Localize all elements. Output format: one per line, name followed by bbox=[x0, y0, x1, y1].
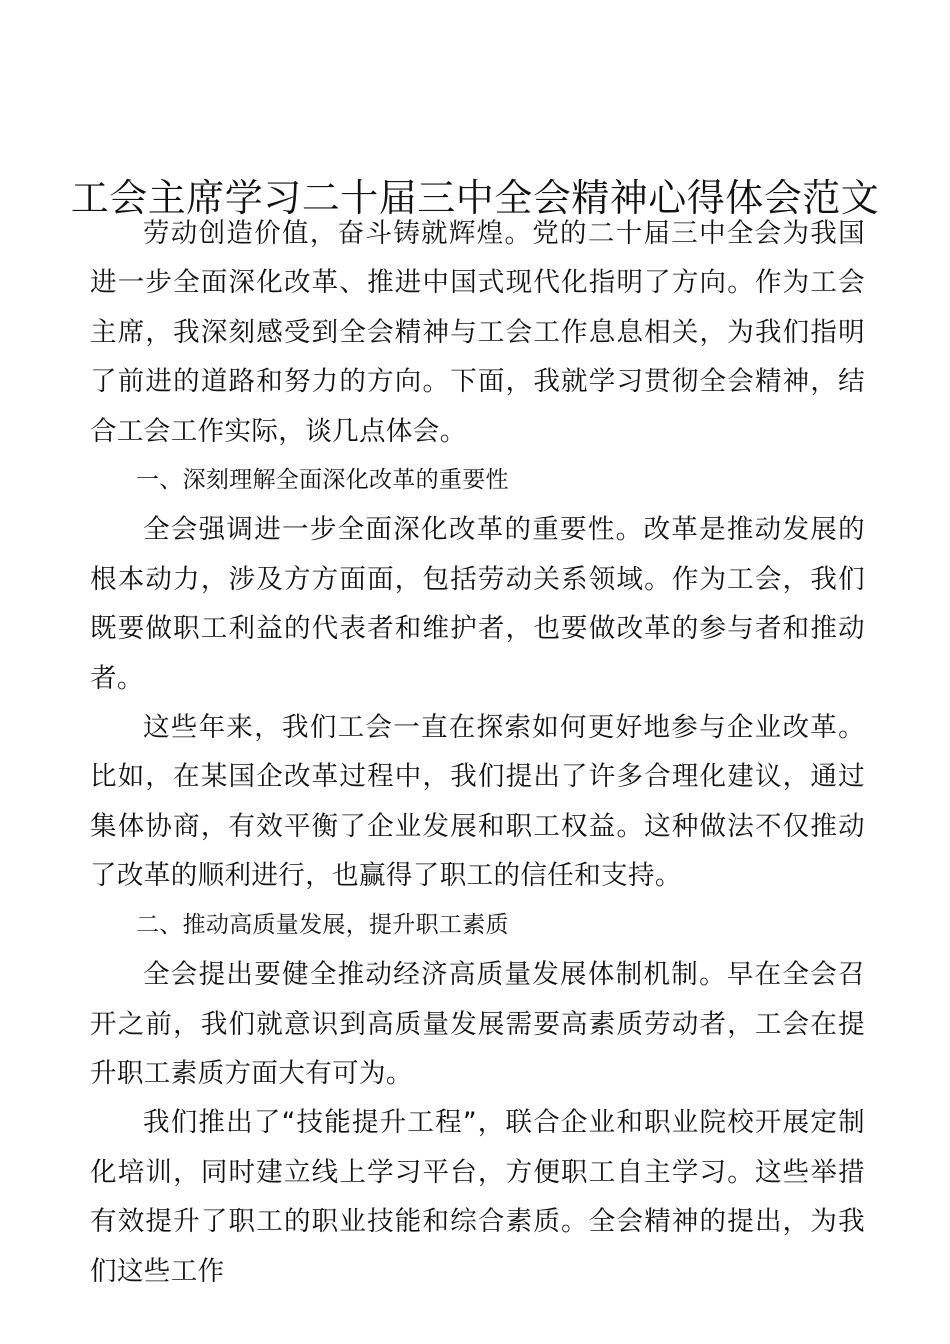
section-heading-2: 二、推动高质量发展，提升职工素质 bbox=[136, 911, 509, 938]
paragraph-skill-project: 我们推出了“技能提升工程”，联合企业和职业院校开展定制化培训，同时建立线上学习平台，方便职工自主学习。这些举措有效提升了职工的职业技能和综合素质。全会精神的提出，为我们这些工作 bbox=[90, 1107, 865, 1287]
section-heading-1: 一、深刻理解全面深化改革的重要性 bbox=[136, 467, 509, 494]
document-body bbox=[90, 209, 865, 1296]
paragraph-intro: 劳动创造价值，奋斗铸就辉煌。党的二十届三中全会为我国进一步全面深化改革、推进中国式现代化指明了方向。作为工会主席，我深刻感受到全会精神与工会工作息息相关，为我们指明了前进的道路和努力的方向。下面，我就学习贯彻全会精神，结合工会工作实际，谈几点体会。 bbox=[90, 218, 865, 447]
document-title: 工会主席学习二十届三中全会精神心得体会范文 bbox=[70, 176, 880, 220]
paragraph-high-quality-development: 全会提出要健全推动经济高质量发展体制机制。早在全会召开之前，我们就意识到高质量发展需要高素质劳动者，工会在提升职工素质方面大有可为。 bbox=[90, 959, 865, 1089]
paragraph-reform-importance: 全会强调进一步全面深化改革的重要性。改革是推动发展的根本动力，涉及方方面面，包括劳动关系领域。作为工会，我们既要做职工利益的代表者和维护者，也要做改革的参与者和推动者。 bbox=[90, 514, 865, 694]
paragraph-reform-practice: 这些年来，我们工会一直在探索如何更好地参与企业改革。比如，在某国企改革过程中，我们提出了许多合理化建议，通过集体协商，有效平衡了企业发展和职工权益。这种做法不仅推动了改革的顺利进行，也赢得了职工的信任和支持。 bbox=[90, 712, 865, 892]
